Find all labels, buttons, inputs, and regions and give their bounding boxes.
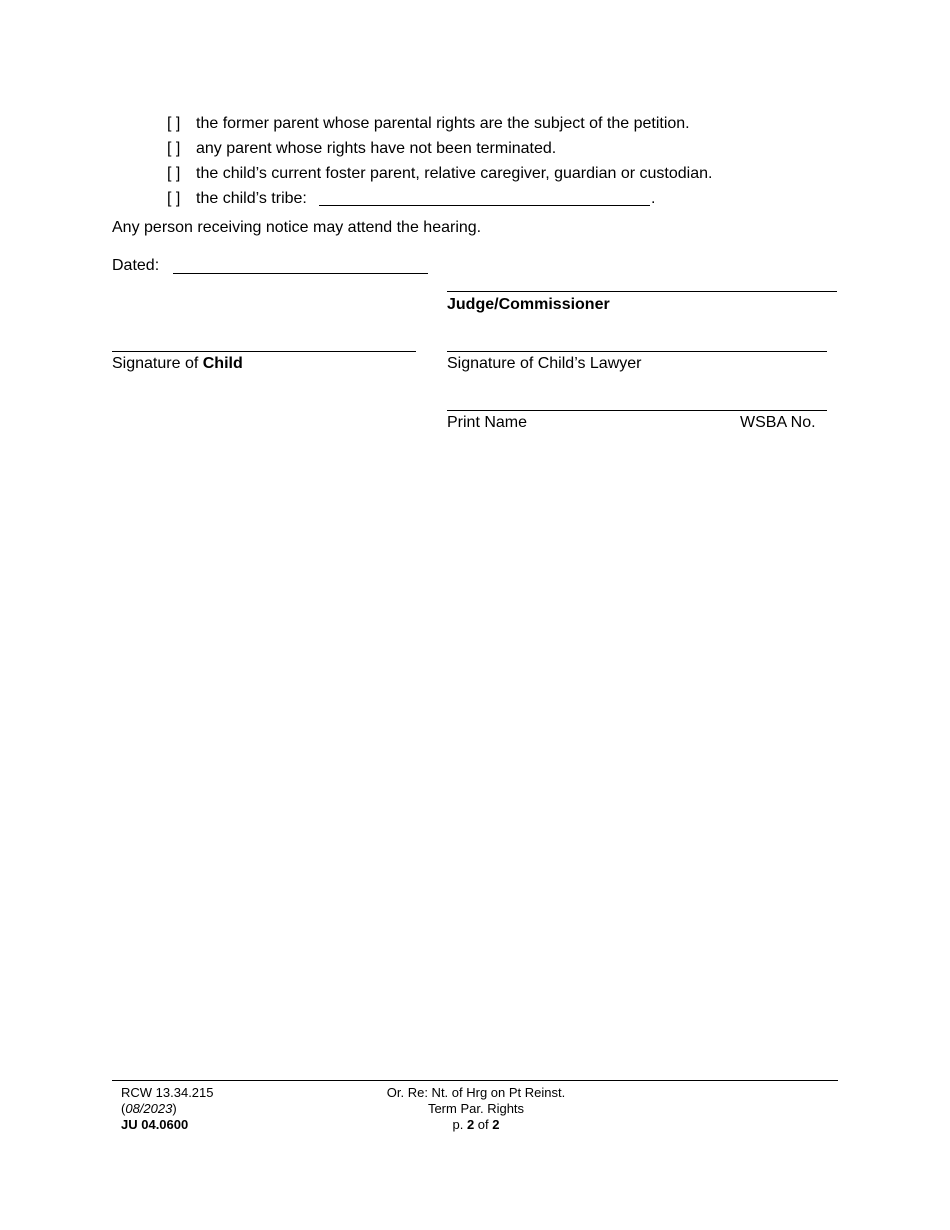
lawyer-signature-line[interactable]: [447, 351, 827, 352]
judge-commissioner-label: Judge/Commissioner: [447, 296, 610, 313]
footer-rcw: RCW 13.34.215: [121, 1085, 214, 1100]
judge-signature-line[interactable]: [447, 291, 837, 292]
checkbox-former-parent[interactable]: [ ]: [167, 115, 181, 132]
dated-label: Dated:: [112, 257, 160, 274]
footer-date-close: ): [172, 1101, 177, 1116]
footer-page-of: of: [474, 1117, 493, 1132]
checklist-item-tribe: the child’s tribe:: [196, 190, 307, 207]
print-name-label: Print Name: [447, 414, 528, 431]
checkbox-foster-parent[interactable]: [ ]: [167, 165, 181, 182]
footer-date-open: (: [121, 1101, 126, 1116]
checkbox-tribe[interactable]: [ ]: [167, 190, 181, 207]
footer-revision-date: [121, 1101, 177, 1117]
footer-form-number: JU 04.0600: [121, 1117, 189, 1132]
checklist-item-any-parent: any parent whose rights have not been terminated.: [196, 140, 557, 157]
tribe-period: .: [651, 190, 656, 207]
print-name-line[interactable]: [447, 410, 827, 411]
dated-blank-line[interactable]: [173, 273, 428, 274]
notice-text: Any person receiving notice may attend the hearing.: [112, 219, 482, 236]
child-signature-line[interactable]: [112, 351, 416, 352]
child-signature-prefix: Signature of: [112, 355, 203, 372]
checkbox-any-parent[interactable]: [ ]: [167, 140, 181, 157]
footer-divider: [112, 1080, 838, 1081]
footer-page-prefix: p.: [452, 1117, 467, 1132]
lawyer-signature-label: Signature of Child’s Lawyer: [447, 355, 642, 372]
tribe-blank-line[interactable]: [319, 205, 650, 206]
checklist-item-former-parent: the former parent whose parental rights are the subject of the petition.: [196, 115, 690, 132]
footer-title-line2: Term Par. Rights: [427, 1101, 525, 1116]
child-signature-label: [112, 354, 243, 374]
footer-page-number: [340, 1117, 612, 1133]
footer-page-current: 2: [466, 1117, 475, 1132]
child-signature-bold: Child: [202, 355, 243, 372]
checklist-item-foster-parent: the child’s current foster parent, relative caregiver, guardian or custodian.: [196, 165, 713, 182]
wsba-label: WSBA No.: [740, 414, 816, 431]
footer-date-value: 08/2023: [125, 1101, 173, 1116]
footer-title-line1: Or. Re: Nt. of Hrg on Pt Reinst.: [386, 1085, 566, 1100]
footer-page-total: 2: [492, 1117, 500, 1132]
